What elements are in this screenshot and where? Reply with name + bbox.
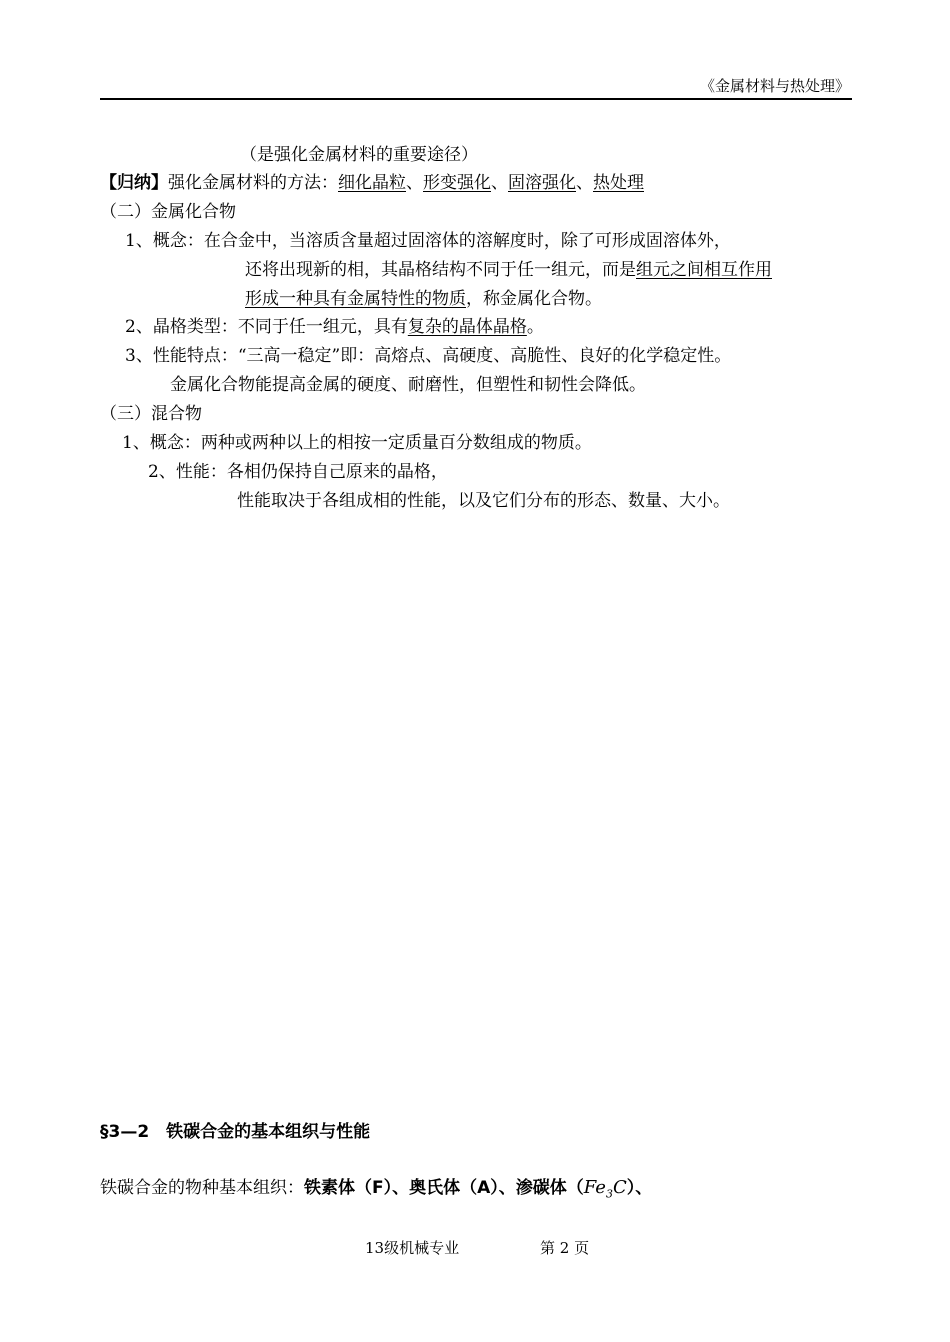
lattice-end: 。 [526,317,544,337]
property-line: 3、性能特点：“三高一稳定”即：高熔点、高硬度、高脆性、良好的化学稳定性。 [125,346,732,366]
concept-line-3 [245,287,602,311]
footer-course: 13级机械专业 [365,1239,460,1257]
structure-tail: ）、 [626,1178,653,1198]
method-4: 热处理 [593,173,644,193]
method-2: 形变强化 [423,173,491,193]
summary-line [100,171,644,195]
concept-line-2 [245,258,772,282]
lattice-text: 2、晶格类型：不同于任一组元，具有 [125,317,408,337]
structure-items: 铁素体（F）、奥氏体（A）、渗碳体（ [304,1178,584,1198]
concept-text: 还将出现新的相，其晶格结构不同于任一组元，而是 [245,260,636,280]
mixture-property-detail: 性能取决于各组成相的性能，以及它们分布的形态、数量、大小。 [237,491,730,511]
footer-page-number: 第 2 页 [540,1239,590,1257]
lattice-line [125,315,544,339]
formula-c: C [612,1177,627,1198]
cementite-formula [583,1177,627,1201]
separator: 、 [576,173,593,193]
subsection-heading-3: （三）混合物 [100,404,202,424]
summary-text: 强化金属材料的方法： [168,173,338,193]
lattice-underline: 复杂的晶体晶格 [407,317,527,337]
note-line: （是强化金属材料的重要途径） [240,145,478,165]
mixture-concept-line: 1、概念：两种或两种以上的相按一定质量百分数组成的物质。 [122,433,592,453]
separator: 、 [406,173,423,193]
separator: 、 [491,173,508,193]
concept-underline-2: 形成一种具有金属特性的物质 [245,289,466,309]
method-3: 固溶强化 [508,173,576,193]
mixture-property-line: 2、性能：各相仍保持自己原来的晶格， [148,462,448,482]
formula-fe: Fe [583,1177,606,1198]
method-1: 细化晶粒 [338,173,406,193]
intro-text: 铁碳合金的物种基本组织： [100,1178,304,1198]
subsection-heading-2: （二）金属化合物 [100,202,236,222]
formula-subscript: 3 [605,1187,613,1201]
concept-underline: 组元之间相互作用 [636,260,772,280]
header-rule [100,98,852,100]
header-title: 《金属材料与热处理》 [699,77,850,95]
concept-text-2: ，称金属化合物。 [466,289,602,309]
summary-bracket: 【归纳】 [100,173,168,193]
section-heading: §3—2 铁碳合金的基本组织与性能 [100,1122,371,1142]
section-intro-line [100,1176,652,1207]
concept-line-1: 1、概念：在合金中，当溶质含量超过固溶体的溶解度时，除了可形成固溶体外， [125,231,731,251]
property-detail-line: 金属化合物能提高金属的硬度、耐磨性，但塑性和韧性会降低。 [170,375,646,395]
